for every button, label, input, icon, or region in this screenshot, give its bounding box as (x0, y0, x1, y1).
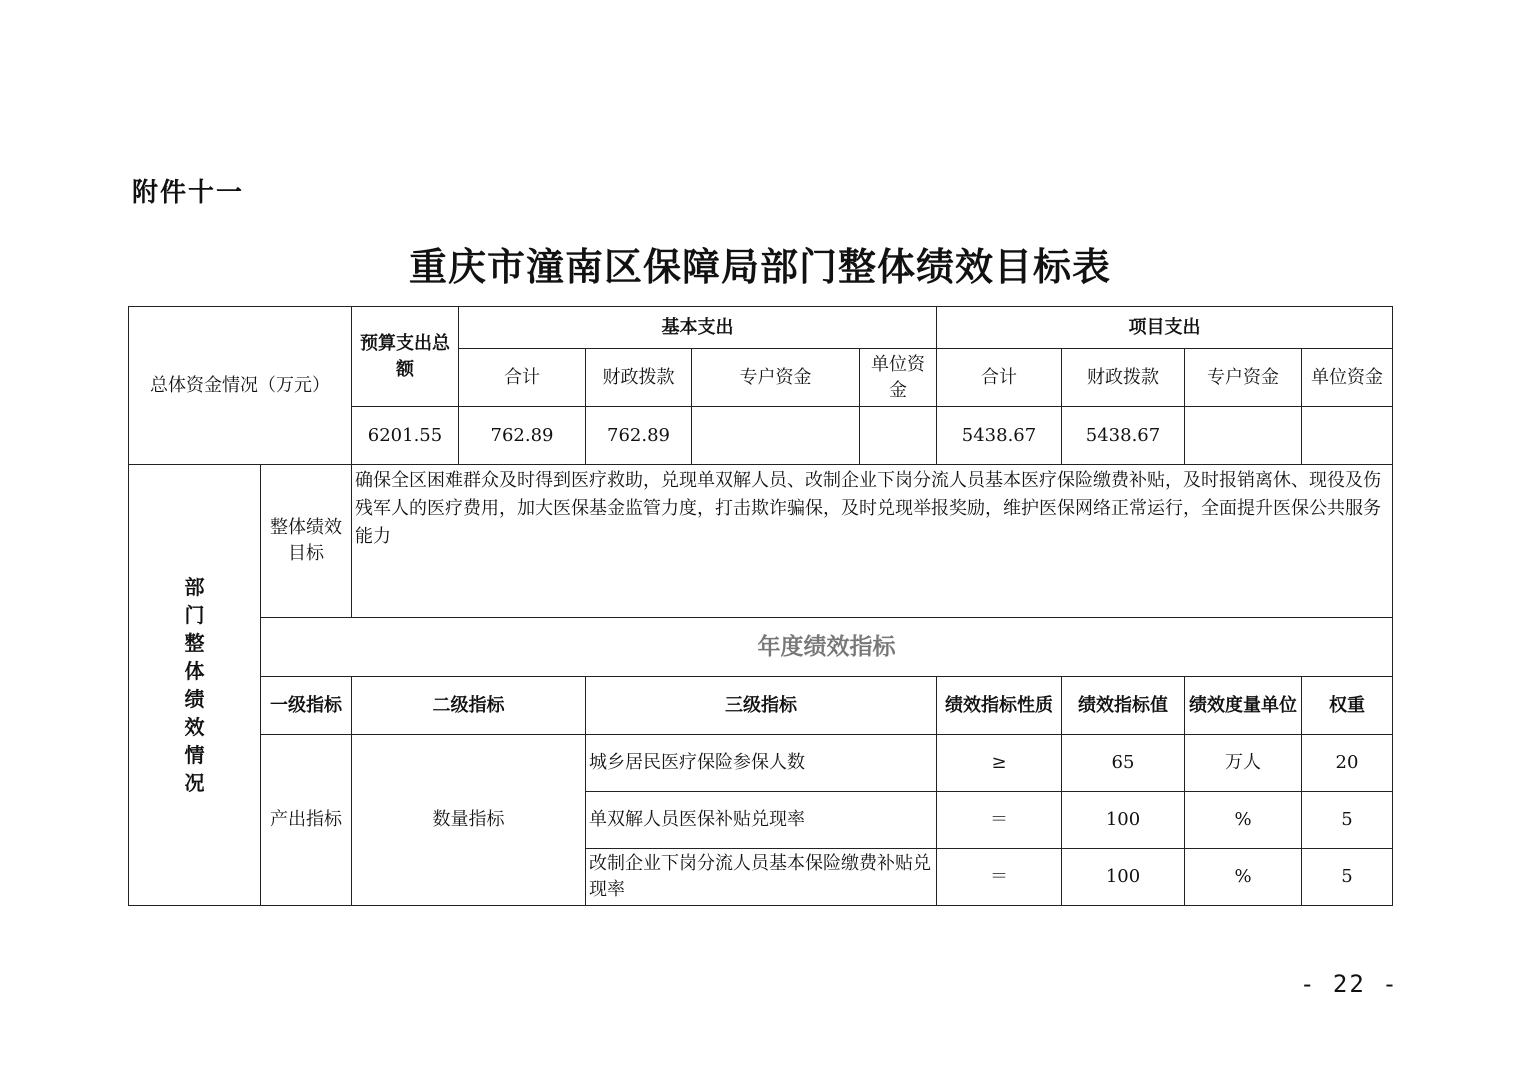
indicator-unit: % (1185, 849, 1302, 906)
funds-row-label: 总体资金情况（万元） (129, 307, 352, 465)
indicator-unit: % (1185, 792, 1302, 849)
page-number: - 22 - (1300, 970, 1399, 998)
level1-header: 一级指标 (261, 677, 352, 735)
basic-total-value: 762.89 (459, 407, 586, 465)
performance-table (128, 306, 1393, 906)
basic-fiscal-value: 762.89 (586, 407, 692, 465)
indicator-weight: 20 (1302, 735, 1393, 792)
basic-special-header: 专户资金 (692, 349, 860, 407)
vertical-char: 绩 (184, 687, 205, 711)
value-header: 绩效指标值 (1062, 677, 1185, 735)
indicator-nature: ＝ (937, 792, 1062, 849)
indicator-nature: ≥ (937, 735, 1062, 792)
indicator-name: 改制企业下岗分流人员基本保险缴费补贴兑现率 (586, 849, 937, 906)
budget-total-value: 6201.55 (352, 407, 459, 465)
budget-total-header: 预算支出总额 (352, 307, 459, 407)
attachment-label: 附件十一 (132, 178, 245, 208)
vertical-char: 况 (184, 771, 205, 795)
level3-header: 三级指标 (586, 677, 937, 735)
basic-total-header: 合计 (459, 349, 586, 407)
proj-total-header: 合计 (937, 349, 1062, 407)
indicator-weight: 5 (1302, 792, 1393, 849)
vertical-char: 部 (184, 575, 205, 599)
level2-header: 二级指标 (352, 677, 586, 735)
basic-expense-header: 基本支出 (459, 307, 937, 349)
unit-header: 绩效度量单位 (1185, 677, 1302, 735)
indicator-nature: ＝ (937, 849, 1062, 906)
indicator-name: 单双解人员医保补贴兑现率 (586, 792, 937, 849)
vertical-char: 整 (184, 631, 205, 655)
goal-text: 确保全区困难群众及时得到医疗救助，兑现单双解人员、改制企业下岗分流人员基本医疗保险缴费补贴，及时报销离休、现役及伤残军人的医疗费用，加大医保基金监管力度，打击欺诈骗保，及时兑现举报奖励，维护医保网络正常运行，全面提升医保公共服务能力 (352, 465, 1393, 618)
annual-indicators-title: 年度绩效指标 (261, 618, 1393, 677)
indicator-value: 65 (1062, 735, 1185, 792)
level2-value: 数量指标 (352, 735, 586, 906)
vertical-char: 效 (184, 715, 205, 739)
proj-fiscal-value: 5438.67 (1062, 407, 1185, 465)
indicator-value: 100 (1062, 792, 1185, 849)
basic-fiscal-header: 财政拨款 (586, 349, 692, 407)
proj-unit-header: 单位资金 (1302, 349, 1393, 407)
indicator-name: 城乡居民医疗保险参保人数 (586, 735, 937, 792)
dept-vertical-label (129, 465, 261, 906)
page-title: 重庆市潼南区保障局部门整体绩效目标表 (408, 245, 1111, 289)
proj-special-header: 专户资金 (1185, 349, 1302, 407)
proj-fiscal-header: 财政拨款 (1062, 349, 1185, 407)
weight-header: 权重 (1302, 677, 1393, 735)
proj-special-value (1185, 407, 1302, 465)
proj-unit-value (1302, 407, 1393, 465)
nature-header: 绩效指标性质 (937, 677, 1062, 735)
basic-unit-header: 单位资金 (860, 349, 937, 407)
basic-special-value (692, 407, 860, 465)
vertical-char: 情 (184, 743, 205, 767)
proj-total-value: 5438.67 (937, 407, 1062, 465)
indicator-unit: 万人 (1185, 735, 1302, 792)
project-expense-header: 项目支出 (937, 307, 1393, 349)
vertical-char: 体 (184, 659, 205, 683)
indicator-weight: 5 (1302, 849, 1393, 906)
basic-unit-value (860, 407, 937, 465)
level1-value: 产出指标 (261, 735, 352, 906)
goal-label: 整体绩效目标 (261, 465, 352, 618)
indicator-value: 100 (1062, 849, 1185, 906)
vertical-char: 门 (184, 603, 205, 627)
